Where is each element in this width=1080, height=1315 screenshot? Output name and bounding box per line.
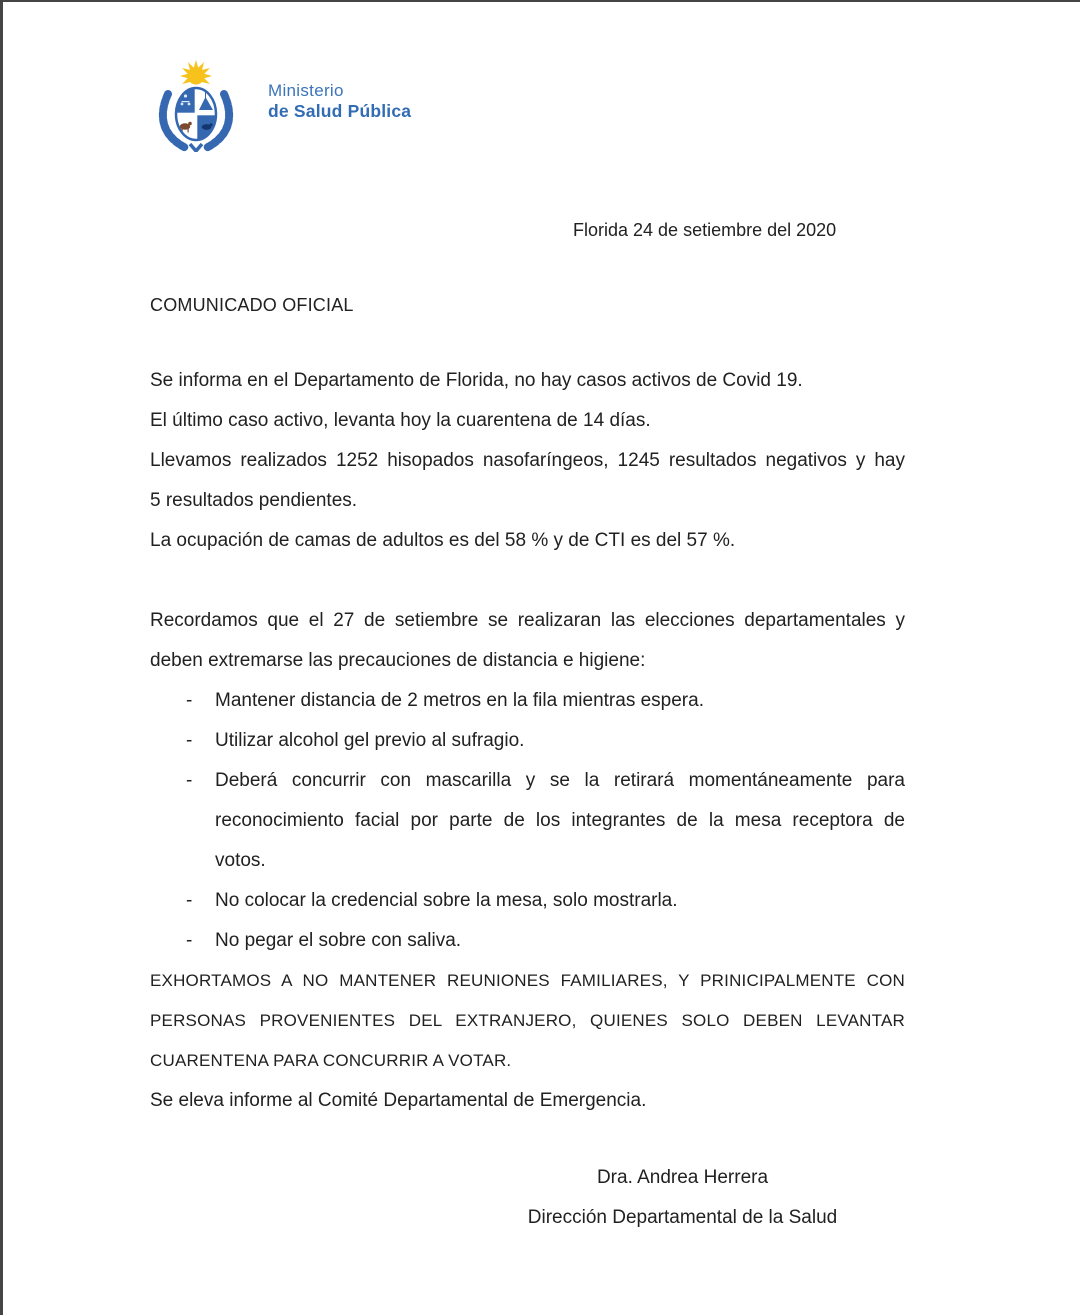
document-line: [150, 881, 905, 921]
document-body: [150, 361, 905, 1121]
line-text: 5 resultados pendientes.: [150, 490, 358, 511]
bullet-dash-marker: -: [186, 930, 193, 951]
line-text: El último caso activo, levanta hoy la cuarentena de 14 días.: [150, 410, 651, 431]
document-title: COMUNICADO OFICIAL: [150, 295, 354, 315]
line-text: Llevamos realizados 1252 hisopados nasofaríngeos, 1245 resultados negativos y hay: [150, 450, 905, 471]
line-text: PERSONAS PROVENIENTES DEL EXTRANJERO, QUIENES SOLO DEBEN LEVANTAR: [150, 1011, 905, 1030]
line-text: Utilizar alcohol gel previo al sufragio.: [215, 730, 525, 751]
bullet-dash-marker: -: [186, 770, 193, 791]
document-line: [150, 1081, 905, 1121]
line-text: Se informa en el Departamento de Florida, no hay casos activos de Covid 19.: [150, 370, 803, 391]
line-text: votos.: [215, 850, 266, 871]
line-text: No colocar la credencial sobre la mesa, solo mostrarla.: [215, 890, 678, 911]
signature-block: [450, 1158, 915, 1238]
document-line: [150, 841, 905, 881]
document-line: [150, 441, 905, 481]
document-line: [150, 561, 905, 601]
document-line: [150, 1001, 905, 1041]
document-line: [150, 641, 905, 681]
document-line: [150, 761, 905, 801]
document-line: [150, 801, 905, 841]
document-line: [150, 601, 905, 641]
line-text: deben extremarse las precauciones de distancia e higiene:: [150, 650, 646, 671]
page-edge-left: [0, 0, 3, 1315]
line-text: La ocupación de camas de adultos es del 58 % y de CTI es del 57 %.: [150, 530, 736, 551]
line-text: Recordamos que el 27 de setiembre se realizaran las elecciones departamentales y: [150, 610, 905, 631]
document-line: [150, 681, 905, 721]
document-line: [150, 521, 905, 561]
document-line: [150, 361, 905, 401]
ministry-name-line2: de Salud Pública: [268, 101, 412, 121]
dateline: Florida 24 de setiembre del 2020: [573, 220, 837, 240]
ministry-name: [268, 82, 411, 121]
line-text: CUARENTENA PARA CONCURRIR A VOTAR.: [150, 1051, 512, 1070]
signature-role: Dirección Departamental de la Salud: [527, 1207, 838, 1228]
document-line: [150, 401, 905, 441]
page-edge-top: [0, 0, 1080, 2]
bullet-dash-marker: -: [186, 730, 193, 751]
line-text: Deberá concurrir con mascarilla y se la retirará momentáneamente para: [215, 770, 905, 791]
line-text: reconocimiento facial por parte de los integrantes de la mesa receptora de: [215, 810, 905, 831]
ministry-name-line1: Ministerio: [268, 81, 344, 100]
uruguay-coat-of-arms-icon: [152, 60, 240, 152]
document-line: [150, 721, 905, 761]
signature-name: Dra. Andrea Herrera: [596, 1167, 769, 1188]
document-line: [150, 1041, 905, 1081]
line-text: No pegar el sobre con saliva.: [215, 930, 462, 951]
document-line: [150, 481, 905, 521]
document-line: [150, 961, 905, 1001]
bullet-dash-marker: -: [186, 690, 193, 711]
line-text: Mantener distancia de 2 metros en la fila mientras espera.: [215, 690, 704, 711]
line-text: EXHORTAMOS A NO MANTENER REUNIONES FAMILIARES, Y PRINICIPALMENTE CON: [150, 971, 905, 990]
document-line: [150, 921, 905, 961]
bullet-dash-marker: -: [186, 890, 193, 911]
line-text: Se eleva informe al Comité Departamental de Emergencia.: [150, 1090, 647, 1111]
